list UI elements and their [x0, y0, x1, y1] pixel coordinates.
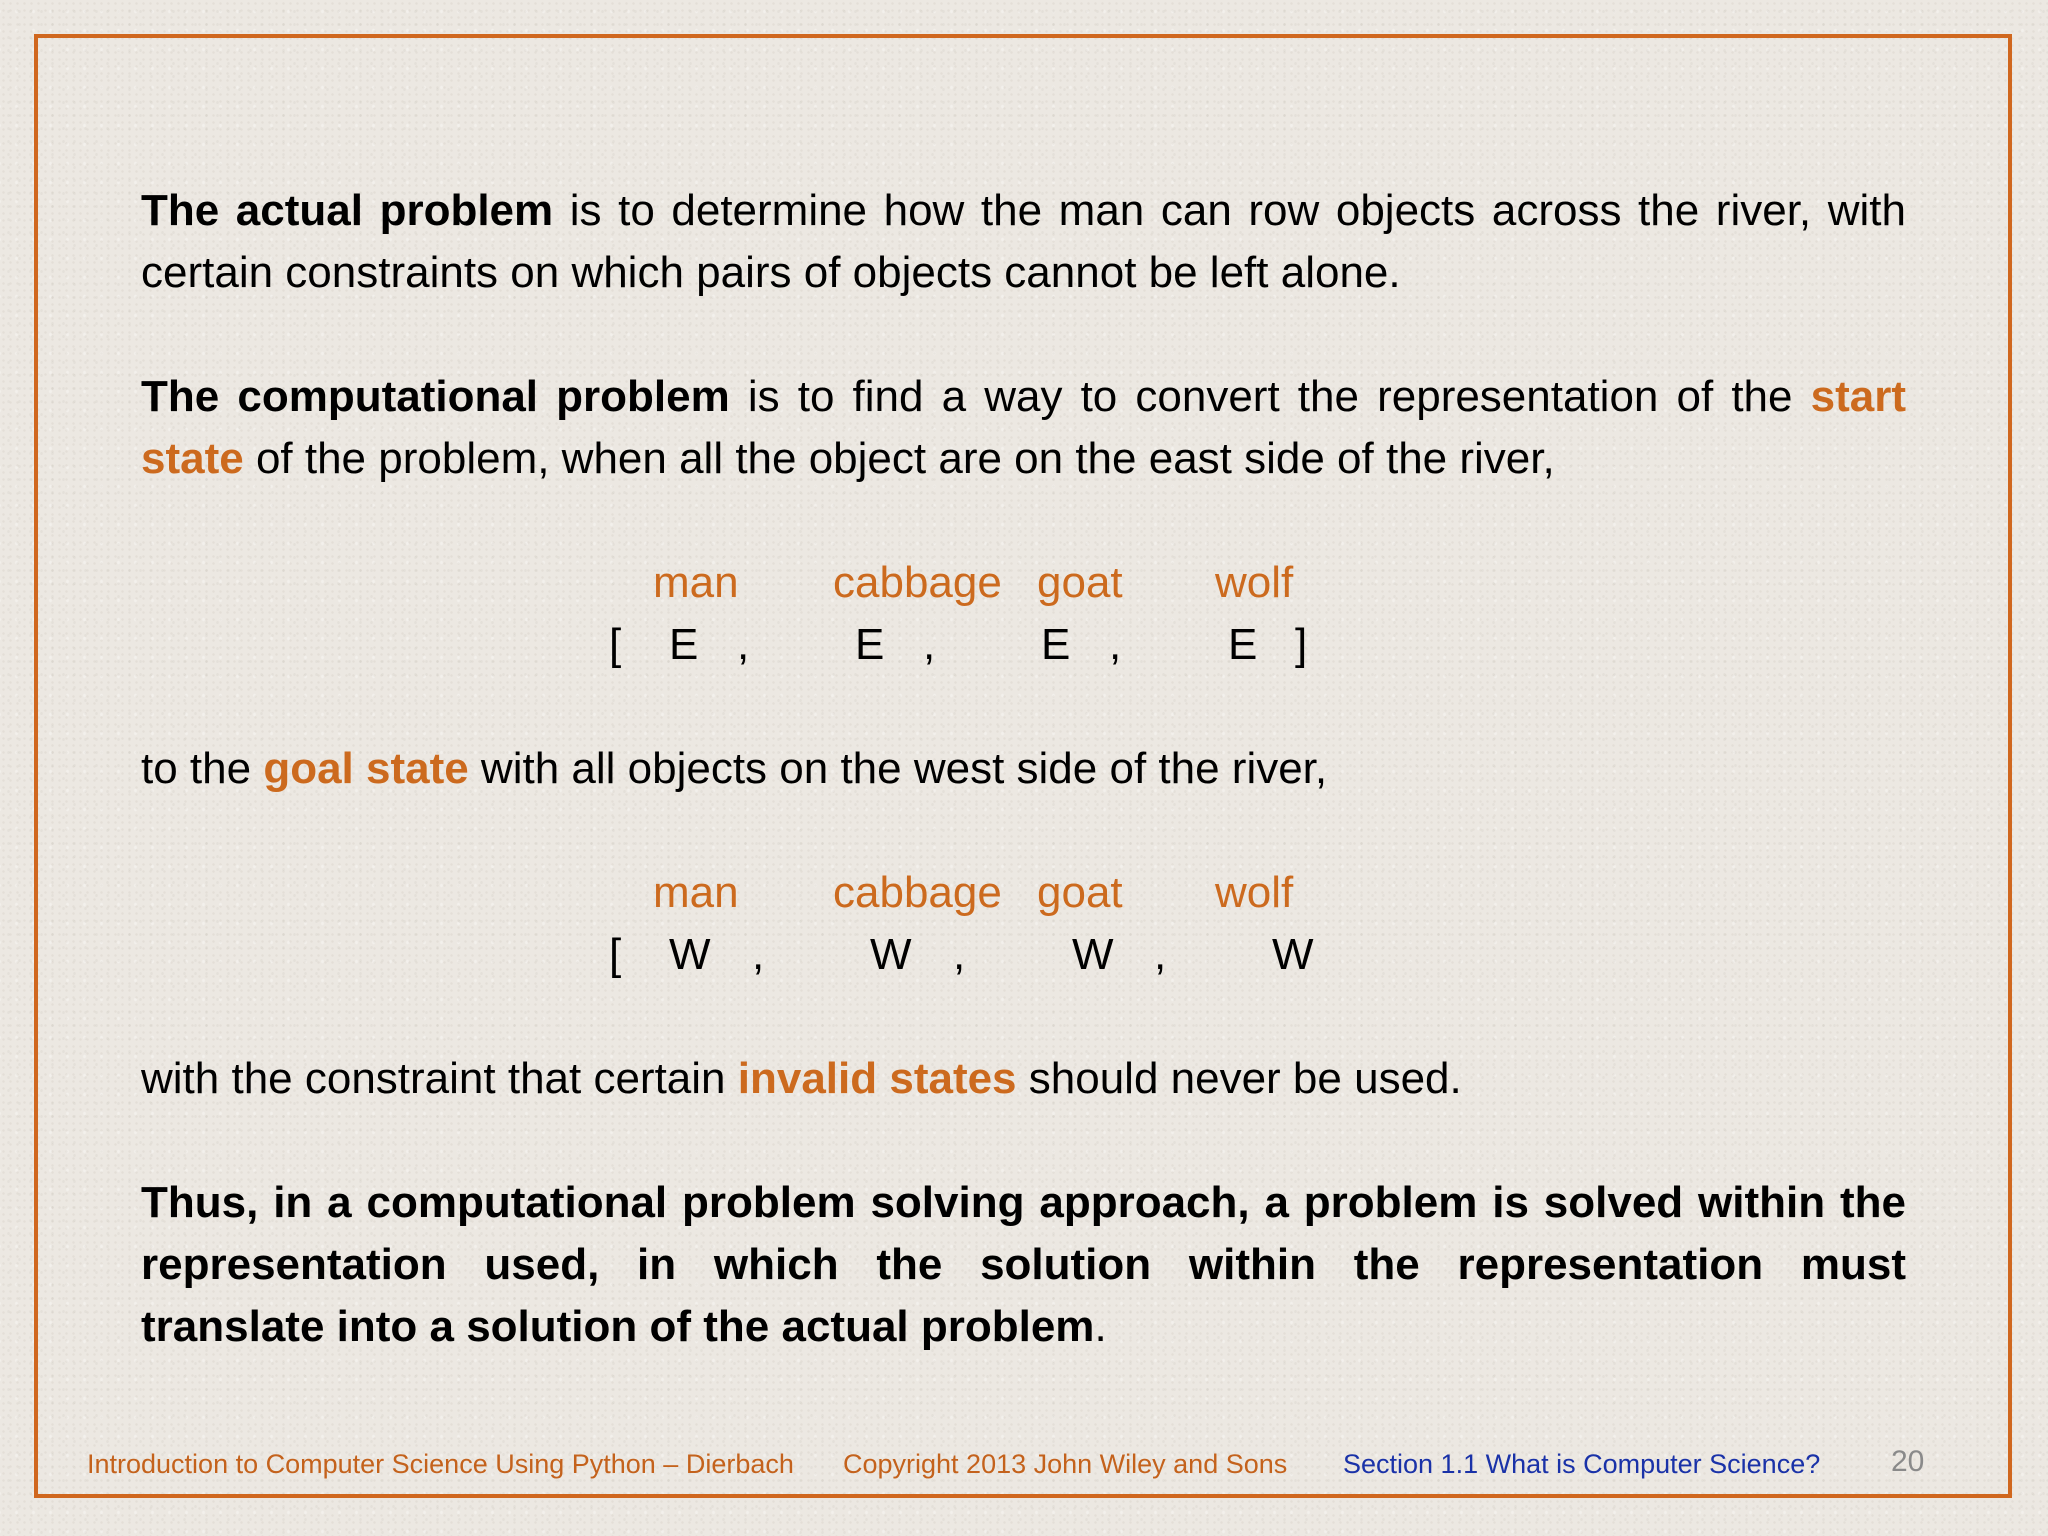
- goal-value-wolf: W: [1272, 930, 1314, 979]
- start-label-goat: goat: [1037, 558, 1123, 607]
- computational-problem-term: The computational problem: [141, 372, 730, 421]
- goal-label-wolf: wolf: [1215, 868, 1294, 917]
- conclusion-line-2: representation used, in which the solution within the representation must: [141, 1240, 1906, 1289]
- footer-copyright: Copyright 2013 John Wiley and Sons: [843, 1449, 1288, 1479]
- paragraph-actual-problem: [141, 180, 1906, 304]
- start-state-term: start state: [141, 372, 1906, 483]
- actual-problem-text: is to determine how the man can row objects across the river, with certain constraints on which pairs of objects cannot be left alone.: [141, 186, 1906, 297]
- goal-label-goat: goat: [1037, 868, 1123, 917]
- footer-section: Section 1.1 What is Computer Science?: [1343, 1449, 1821, 1479]
- start-value-man: E: [669, 620, 699, 669]
- computational-problem-text-end: of the problem, when all the object are on the east side of the river,: [243, 434, 1555, 483]
- goal-text-start: to the: [141, 744, 264, 793]
- invalid-text-start: with the constraint that certain: [141, 1054, 738, 1103]
- start-label-cabbage: cabbage: [833, 558, 1002, 607]
- start-close-bracket: ]: [1295, 620, 1308, 669]
- paragraph-conclusion: [141, 1172, 1906, 1358]
- conclusion-period: .: [1094, 1302, 1107, 1351]
- start-label-wolf: wolf: [1215, 558, 1294, 607]
- goal-state-list: [141, 862, 1906, 986]
- goal-label-man: man: [653, 868, 739, 917]
- invalid-states-term: invalid states: [737, 1054, 1017, 1103]
- goal-label-cabbage: cabbage: [833, 868, 1002, 917]
- actual-problem-term: The actual problem: [141, 186, 554, 235]
- start-state-list: [141, 552, 1906, 676]
- computational-problem-text: is to find a way to convert the representation of the: [729, 372, 1793, 421]
- goal-comma-3: ,: [1154, 930, 1167, 979]
- slide-body: [141, 180, 1906, 1358]
- start-comma-2: ,: [923, 620, 936, 669]
- footer-page-number: 20: [1891, 1445, 1925, 1478]
- start-label-man: man: [653, 558, 739, 607]
- conclusion-line-1: Thus, in a computational problem solving approach, a problem is solved within the: [141, 1178, 1906, 1227]
- paragraph-goal-state: [141, 738, 1906, 800]
- goal-state-term: goal state: [263, 744, 469, 793]
- conclusion-line-3-text: translate into a solution of the actual problem: [141, 1302, 1095, 1351]
- goal-value-man: W: [669, 930, 711, 979]
- conclusion-line-3: [141, 1296, 1906, 1358]
- paragraph-invalid-states: [141, 1048, 1906, 1110]
- start-value-wolf: E: [1228, 620, 1258, 669]
- goal-value-goat: W: [1072, 930, 1114, 979]
- invalid-text-end: should never be used.: [1016, 1054, 1462, 1103]
- goal-text-end: with all objects on the west side of the river,: [468, 744, 1328, 793]
- start-value-goat: E: [1041, 620, 1071, 669]
- start-value-cabbage: E: [855, 620, 885, 669]
- start-open-bracket: [: [609, 620, 622, 669]
- goal-value-cabbage: W: [870, 930, 912, 979]
- start-comma-1: ,: [737, 620, 750, 669]
- goal-comma-2: ,: [953, 930, 966, 979]
- paragraph-computational-problem: [141, 366, 1906, 490]
- start-comma-3: ,: [1109, 620, 1122, 669]
- footer-book-title: Introduction to Computer Science Using Python – Dierbach: [87, 1449, 794, 1479]
- goal-open-bracket: [: [609, 930, 622, 979]
- goal-comma-1: ,: [752, 930, 765, 979]
